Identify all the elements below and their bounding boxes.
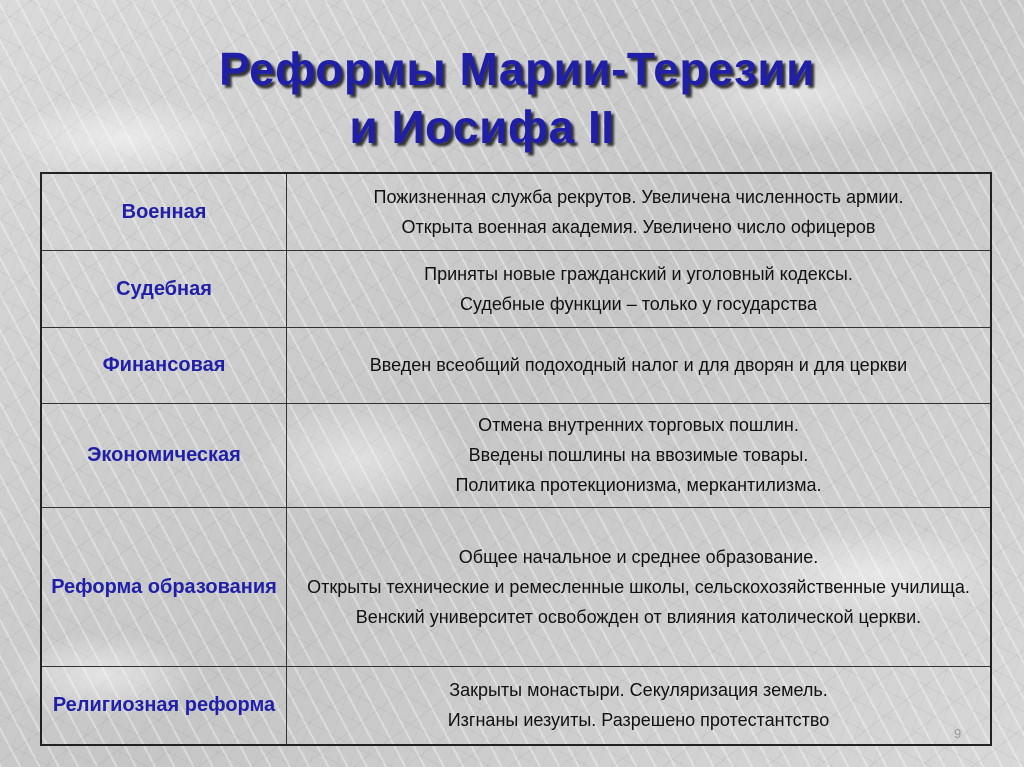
page-number: 9 xyxy=(954,726,962,741)
category-cell: Финансовая xyxy=(41,327,287,403)
description-line: Введен всеобщий подоходный налог и для дворян и для церкви xyxy=(369,355,908,375)
table-row-military xyxy=(41,173,991,250)
description-cell xyxy=(287,403,992,507)
title-line-2: и Иосифа II xyxy=(349,101,615,153)
description-line: Судебные функции – только у государства xyxy=(459,293,818,314)
title-line-1: Реформы Марии-Терезии xyxy=(219,43,815,95)
description-line: Введены пошлины на ввозимые товары. xyxy=(468,445,809,465)
description-cell xyxy=(287,250,992,327)
description-line: Открыты технические и ремесленные школы, сельскохозяйственные училища. xyxy=(307,576,970,597)
description-cell xyxy=(287,666,992,745)
description-line: Изгнаны иезуиты. Разрешено протестантство xyxy=(447,710,830,731)
category-cell: Военная xyxy=(41,173,287,250)
category-cell: Реформа образования xyxy=(41,507,287,666)
table-row-judicial xyxy=(41,250,991,327)
description-line: Пожизненная служба рекрутов. Увеличена численность армии. xyxy=(373,186,904,207)
description-line: Общее начальное и среднее образование. xyxy=(458,546,819,567)
table-row-education xyxy=(41,507,991,666)
category-cell: Религиозная реформа xyxy=(41,666,287,745)
reforms-table xyxy=(40,172,992,746)
description-line: Политика протекционизма, меркантилизма. xyxy=(455,475,822,495)
description-cell xyxy=(287,173,992,250)
description-line: Венский университет освобожден от влияния католической церкви. xyxy=(355,606,922,627)
category-cell: Экономическая xyxy=(41,403,287,507)
slide-title xyxy=(0,40,1024,156)
description-cell xyxy=(287,507,992,666)
description-line: Отмена внутренних торговых пошлин. xyxy=(478,415,799,435)
table-row-religious xyxy=(41,666,991,745)
description-line: Закрыты монастыри. Секуляризация земель. xyxy=(449,680,828,701)
description-line: Открыта военная академия. Увеличено число офицеров xyxy=(401,216,876,237)
description-cell xyxy=(287,327,992,403)
category-cell: Судебная xyxy=(41,250,287,327)
table-row-financial xyxy=(41,327,991,403)
description-line: Приняты новые гражданский и уголовный кодексы. xyxy=(424,263,853,284)
table-row-economic xyxy=(41,403,991,507)
